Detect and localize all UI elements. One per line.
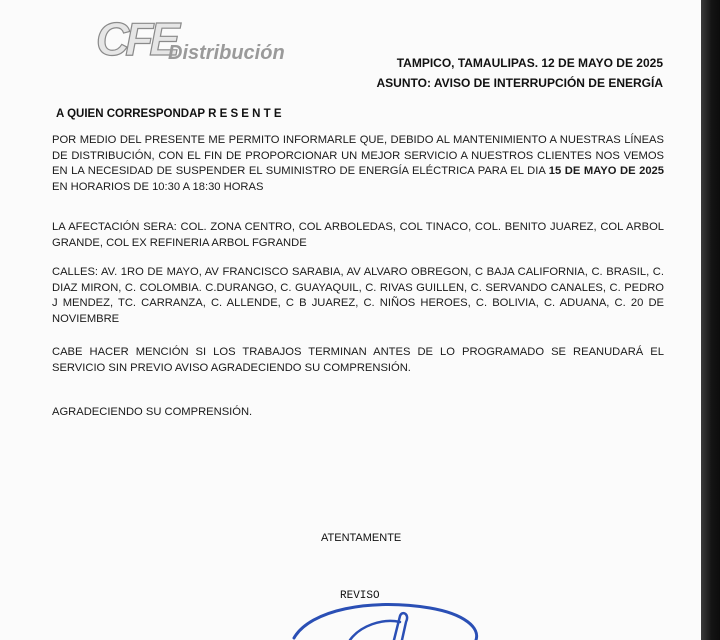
outage-hours: EN HORARIOS DE 10:30 A 18:30 HORAS — [52, 180, 264, 193]
paragraph-thanks: AGRADECIENDO SU COMPRENSIÓN. — [52, 406, 253, 418]
document-header — [377, 53, 663, 93]
subject-line: ASUNTO: AVISO DE INTERRUPCIÓN DE ENERGÍA — [376, 76, 663, 90]
paragraph-notice — [52, 133, 664, 195]
logo-brand: CFE — [96, 13, 176, 65]
outage-date: 15 DE MAYO DE 2025 — [548, 165, 664, 177]
salutation: A QUIEN CORRESPONDAP R E S E N T E — [56, 108, 282, 120]
place-date: TAMPICO, TAMAULIPAS. 12 DE MAYO DE 2025 — [396, 56, 663, 70]
cfe-logo — [96, 10, 285, 70]
closing: ATENTAMENTE — [321, 532, 402, 544]
paragraph-affected-areas: LA AFECTACIÓN SERA: COL. ZONA CENTRO, COL ARBOLEDAS, COL TINACO, COL. BENITO JUAREZ, COL ARBOL GRANDE, COL EX REFINERIA ARBOL FGRANDE — [52, 221, 664, 249]
handwritten-signature — [290, 588, 510, 640]
reviewer-label: REVISO — [340, 590, 380, 602]
paragraph-streets: CALLES: AV. 1RO DE MAYO, AV FRANCISCO SARABIA, AV ALVARO OBREGON, C BAJA CALIFORNIA, C. BRASIL, C. DIAZ MIRON, C. COLOMBIA. C.DURANGO, C. GUAYAQUIL, C. RIVAS GUILLEN, C. SERVANDO CANALES, C. PEDRO J MENDEZ, TC. CARRANZA, C. ALLENDE, C B JUAREZ, C. NIÑOS HEROES, C. BOLIVIA, C. ADUANA, C. 20 DE NOVIEMBRE — [52, 266, 664, 325]
paragraph-mention: CABE HACER MENCIÓN SI LOS TRABAJOS TERMINAN ANTES DE LO PROGRAMADO SE REANUDARÁ EL SERVICIO SIN PREVIO AVISO AGRADECIENDO SU COMPRENSIÓN. — [52, 346, 664, 374]
notice-text: POR MEDIO DEL PRESENTE ME PERMITO INFORMARLE QUE, DEBIDO AL MANTENIMIENTO A NUESTRAS LÍNEAS DE DISTRIBUCIÓN, CON EL FIN DE PROPORCIONAR UN MEJOR SERVICIO A NUESTROS CLIENTES NOS VEMOS EN LA NECESIDAD DE SUSPENDER EL SUMINISTRO DE ENERGÍA ELÉCTRICA PARA EL DIA — [52, 134, 664, 177]
photo-dark-edge — [701, 0, 720, 640]
logo-name: Distribución — [168, 42, 285, 64]
